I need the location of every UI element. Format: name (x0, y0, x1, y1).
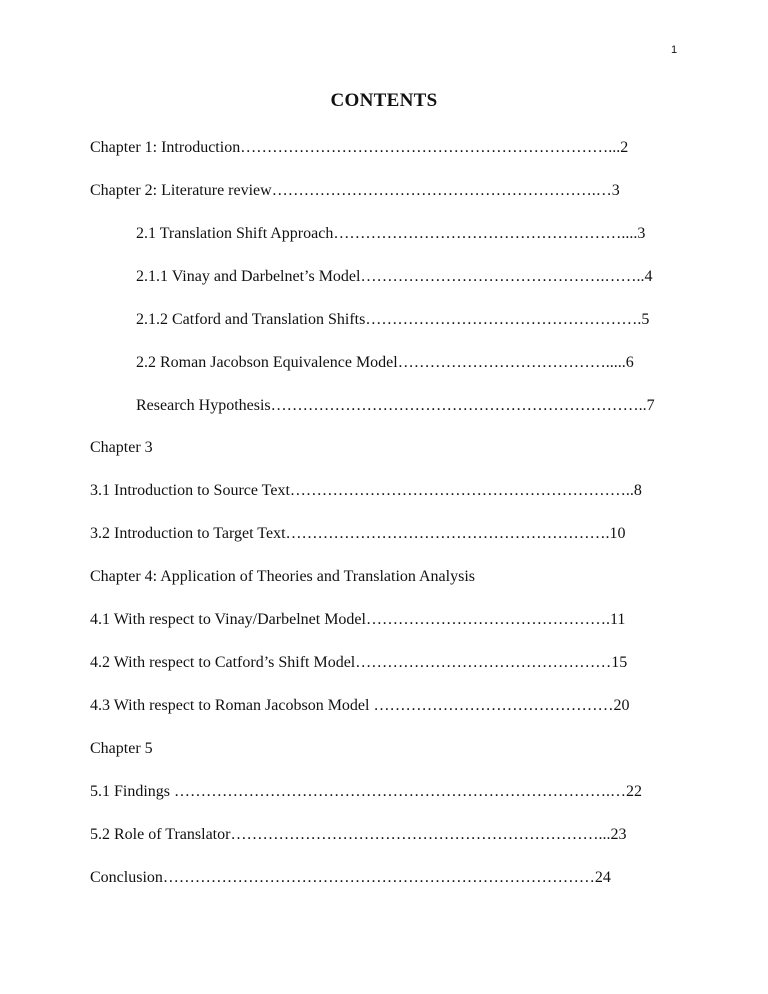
toc-entry-4-1: 4.1 With respect to Vinay/Darbelnet Model……………………………………….11 (90, 611, 626, 628)
toc-entry-chapter-1: Chapter 1: Introduction……………………………………………………………...2 (90, 139, 629, 156)
toc-entry-2-2: 2.2 Roman Jacobson Equivalence Model………………………………….....6 (136, 354, 634, 371)
toc-entry-2-1: 2.1 Translation Shift Approach………………………………………………....3 (136, 225, 646, 242)
toc-entry-conclusion: Conclusion………………………………………………………………………24 (90, 869, 611, 886)
toc-entry-4-3: 4.3 With respect to Roman Jacobson Model ………………………………………20 (90, 697, 630, 714)
toc-entry-chapter-2: Chapter 2: Literature review…………………………………………………….…3 (90, 182, 620, 199)
toc-entry-chapter-4: Chapter 4: Application of Theories and Translation Analysis (90, 568, 475, 585)
toc-entry-chapter-3: Chapter 3 (90, 439, 153, 456)
toc-entry-research-hypothesis: Research Hypothesis……………………………………………………………..7 (136, 397, 655, 414)
toc-entry-2-1-2: 2.1.2 Catford and Translation Shifts…………………………………………….5 (136, 311, 650, 328)
page-title: CONTENTS (330, 90, 438, 111)
toc-entry-chapter-5: Chapter 5 (90, 740, 153, 757)
toc-entry-5-2: 5.2 Role of Translator……………………………………………………………...23 (90, 826, 627, 843)
toc-entry-4-2: 4.2 With respect to Catford’s Shift Model…………………………………………15 (90, 654, 628, 671)
toc-entry-5-1: 5.1 Findings ……………………………………………………………………….…22 (90, 783, 643, 800)
toc-entry-2-1-1: 2.1.1 Vinay and Darbelnet’s Model……………………………………….……..4 (136, 268, 653, 285)
toc-entry-3-2: 3.2 Introduction to Target Text…………………………………………………….10 (90, 525, 626, 542)
toc-entry-3-1: 3.1 Introduction to Source Text………………………………………………………..8 (90, 482, 642, 499)
page-number: 1 (671, 44, 678, 56)
